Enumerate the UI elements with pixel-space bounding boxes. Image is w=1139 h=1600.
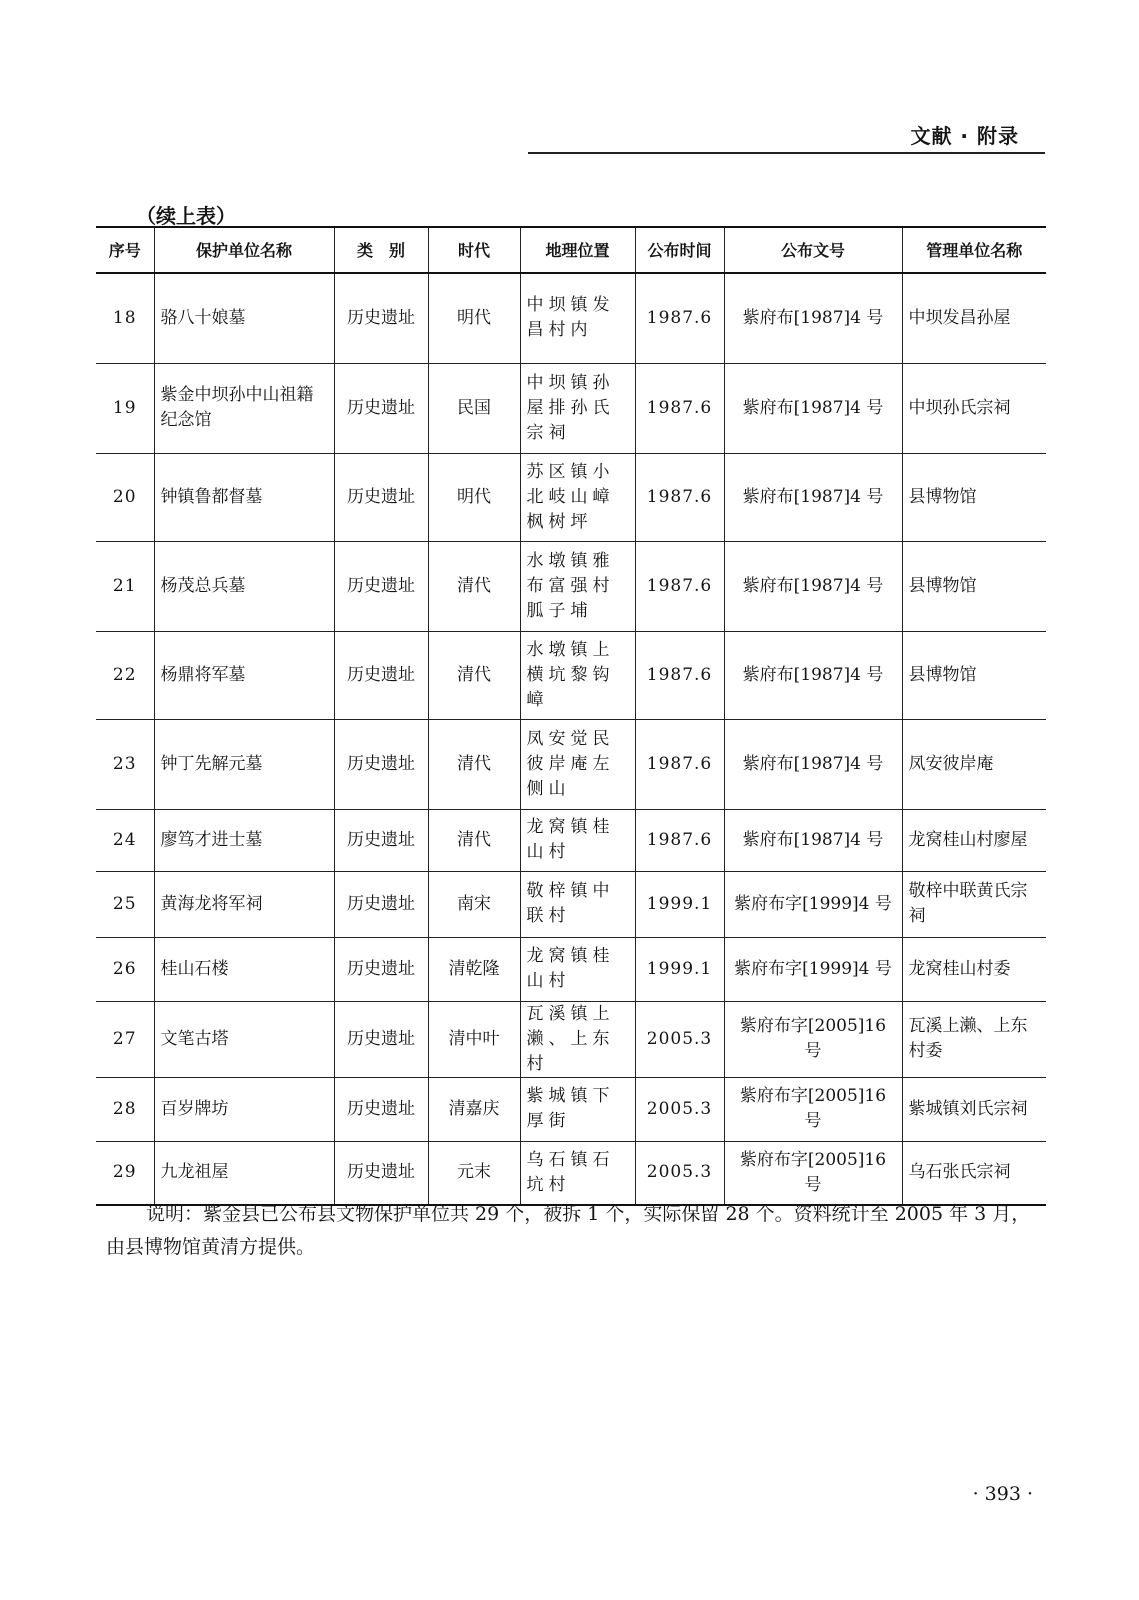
cell-date: 2005.3	[635, 1141, 724, 1205]
cell-doc: 紫府布[1987]4 号	[724, 453, 902, 541]
cell-doc: 紫府布[1987]4 号	[724, 809, 902, 871]
cell-manager: 中坝发昌孙屋	[902, 273, 1046, 363]
table-header-row	[96, 227, 1046, 273]
cell-doc: 紫府布[1987]4 号	[724, 273, 902, 363]
cell-location: 中坝镇发昌村内	[520, 273, 635, 363]
cell-name: 文笔古塔	[154, 1001, 334, 1077]
table-row	[96, 453, 1046, 541]
cell-date: 1999.1	[635, 871, 724, 937]
cell-location: 水墩镇上横坑黎钩嶂	[520, 631, 635, 719]
header-rule	[528, 152, 1045, 154]
table-row	[96, 809, 1046, 871]
cell-era: 清代	[428, 719, 520, 809]
header-era: 时代	[428, 227, 520, 273]
header-manager: 管理单位名称	[902, 227, 1046, 273]
cell-era: 清代	[428, 809, 520, 871]
cell-era: 南宋	[428, 871, 520, 937]
cell-era: 清代	[428, 631, 520, 719]
cell-name: 黄海龙将军祠	[154, 871, 334, 937]
table-row	[96, 1141, 1046, 1205]
cell-manager: 中坝孙氏宗祠	[902, 363, 1046, 453]
cell-date: 1987.6	[635, 273, 724, 363]
cell-name: 钟镇鲁都督墓	[154, 453, 334, 541]
cell-location: 中坝镇孙屋排孙氏宗祠	[520, 363, 635, 453]
cell-name: 百岁牌坊	[154, 1077, 334, 1141]
cell-date: 2005.3	[635, 1077, 724, 1141]
cell-date: 1987.6	[635, 631, 724, 719]
cell-manager: 龙窝桂山村委	[902, 937, 1046, 1001]
cell-manager: 紫城镇刘氏宗祠	[902, 1077, 1046, 1141]
cell-manager: 瓦溪上濑、上东村委	[902, 1001, 1046, 1077]
cell-doc: 紫府布[1987]4 号	[724, 541, 902, 631]
protected-units-table	[96, 226, 1046, 1206]
cell-date: 2005.3	[635, 1001, 724, 1077]
table-row	[96, 631, 1046, 719]
table-row	[96, 541, 1046, 631]
cell-manager: 县博物馆	[902, 541, 1046, 631]
cell-category: 历史遗址	[334, 1077, 428, 1141]
cell-era: 清嘉庆	[428, 1077, 520, 1141]
cell-manager: 龙窝桂山村廖屋	[902, 809, 1046, 871]
running-header-title: 文献 · 附录	[910, 124, 1019, 148]
cell-category: 历史遗址	[334, 1001, 428, 1077]
cell-category: 历史遗址	[334, 363, 428, 453]
cell-manager: 凤安彼岸庵	[902, 719, 1046, 809]
cell-no: 25	[96, 871, 154, 937]
page-number: · 393 ·	[972, 1483, 1033, 1505]
footnote: 说明：紫金县已公布县文物保护单位共 29 个，被拆 1 个，实际保留 28 个。资料统计至 2005 年 3 月，由县博物馆黄清方提供。	[106, 1203, 1031, 1258]
cell-name: 紫金中坝孙中山祖籍纪念馆	[154, 363, 334, 453]
cell-doc: 紫府布字[2005]16 号	[724, 1141, 902, 1205]
table-row	[96, 937, 1046, 1001]
cell-name: 杨鼎将军墓	[154, 631, 334, 719]
cell-name: 廖笃才进士墓	[154, 809, 334, 871]
table-body	[96, 273, 1046, 1205]
cell-no: 21	[96, 541, 154, 631]
cell-location: 龙窝镇桂山村	[520, 809, 635, 871]
cell-era: 元末	[428, 1141, 520, 1205]
header-location: 地理位置	[520, 227, 635, 273]
header-name: 保护单位名称	[154, 227, 334, 273]
cell-manager: 敬梓中联黄氏宗祠	[902, 871, 1046, 937]
cell-doc: 紫府布[1987]4 号	[724, 631, 902, 719]
cell-manager: 县博物馆	[902, 631, 1046, 719]
cell-category: 历史遗址	[334, 541, 428, 631]
header-category: 类 别	[334, 227, 428, 273]
table-row	[96, 273, 1046, 363]
cell-doc: 紫府布字[2005]16 号	[724, 1001, 902, 1077]
cell-name: 钟丁先解元墓	[154, 719, 334, 809]
cell-location: 紫城镇下厚街	[520, 1077, 635, 1141]
cell-category: 历史遗址	[334, 719, 428, 809]
cell-category: 历史遗址	[334, 273, 428, 363]
cell-era: 清代	[428, 541, 520, 631]
cell-doc: 紫府布[1987]4 号	[724, 719, 902, 809]
table-row	[96, 1077, 1046, 1141]
cell-era: 明代	[428, 453, 520, 541]
cell-no: 19	[96, 363, 154, 453]
continued-label: （续上表）	[136, 204, 236, 228]
cell-category: 历史遗址	[334, 631, 428, 719]
cell-doc: 紫府布字[2005]16 号	[724, 1077, 902, 1141]
cell-era: 明代	[428, 273, 520, 363]
cell-name: 桂山石楼	[154, 937, 334, 1001]
cell-category: 历史遗址	[334, 937, 428, 1001]
cell-date: 1987.6	[635, 719, 724, 809]
cell-no: 26	[96, 937, 154, 1001]
cell-location: 瓦溪镇上濑、上东村	[520, 1001, 635, 1077]
cell-category: 历史遗址	[334, 1141, 428, 1205]
cell-doc: 紫府布字[1999]4 号	[724, 937, 902, 1001]
cell-date: 1987.6	[635, 453, 724, 541]
cell-category: 历史遗址	[334, 871, 428, 937]
cell-category: 历史遗址	[334, 809, 428, 871]
cell-date: 1999.1	[635, 937, 724, 1001]
cell-name: 九龙祖屋	[154, 1141, 334, 1205]
cell-date: 1987.6	[635, 363, 724, 453]
cell-location: 龙窝镇桂山村	[520, 937, 635, 1001]
cell-location: 凤安觉民彼岸庵左侧山	[520, 719, 635, 809]
cell-category: 历史遗址	[334, 453, 428, 541]
cell-no: 29	[96, 1141, 154, 1205]
cell-no: 18	[96, 273, 154, 363]
cell-location: 敬梓镇中联村	[520, 871, 635, 937]
cell-no: 24	[96, 809, 154, 871]
cell-location: 苏区镇小北岐山嶂枫树坪	[520, 453, 635, 541]
cell-era: 清中叶	[428, 1001, 520, 1077]
table-row	[96, 363, 1046, 453]
cell-manager: 县博物馆	[902, 453, 1046, 541]
cell-era: 民国	[428, 363, 520, 453]
cell-no: 28	[96, 1077, 154, 1141]
cell-no: 23	[96, 719, 154, 809]
cell-doc: 紫府布字[1999]4 号	[724, 871, 902, 937]
cell-no: 22	[96, 631, 154, 719]
table-row	[96, 719, 1046, 809]
cell-doc: 紫府布[1987]4 号	[724, 363, 902, 453]
cell-name: 杨茂总兵墓	[154, 541, 334, 631]
cell-location: 水墩镇雅布富强村胍子埔	[520, 541, 635, 631]
header-no: 序号	[96, 227, 154, 273]
header-doc: 公布文号	[724, 227, 902, 273]
cell-era: 清乾隆	[428, 937, 520, 1001]
cell-location: 乌石镇石坑村	[520, 1141, 635, 1205]
table-row	[96, 871, 1046, 937]
table-row	[96, 1001, 1046, 1077]
cell-name: 骆八十娘墓	[154, 273, 334, 363]
cell-manager: 乌石张氏宗祠	[902, 1141, 1046, 1205]
header-date: 公布时间	[635, 227, 724, 273]
cell-no: 27	[96, 1001, 154, 1077]
cell-date: 1987.6	[635, 809, 724, 871]
cell-date: 1987.6	[635, 541, 724, 631]
cell-no: 20	[96, 453, 154, 541]
